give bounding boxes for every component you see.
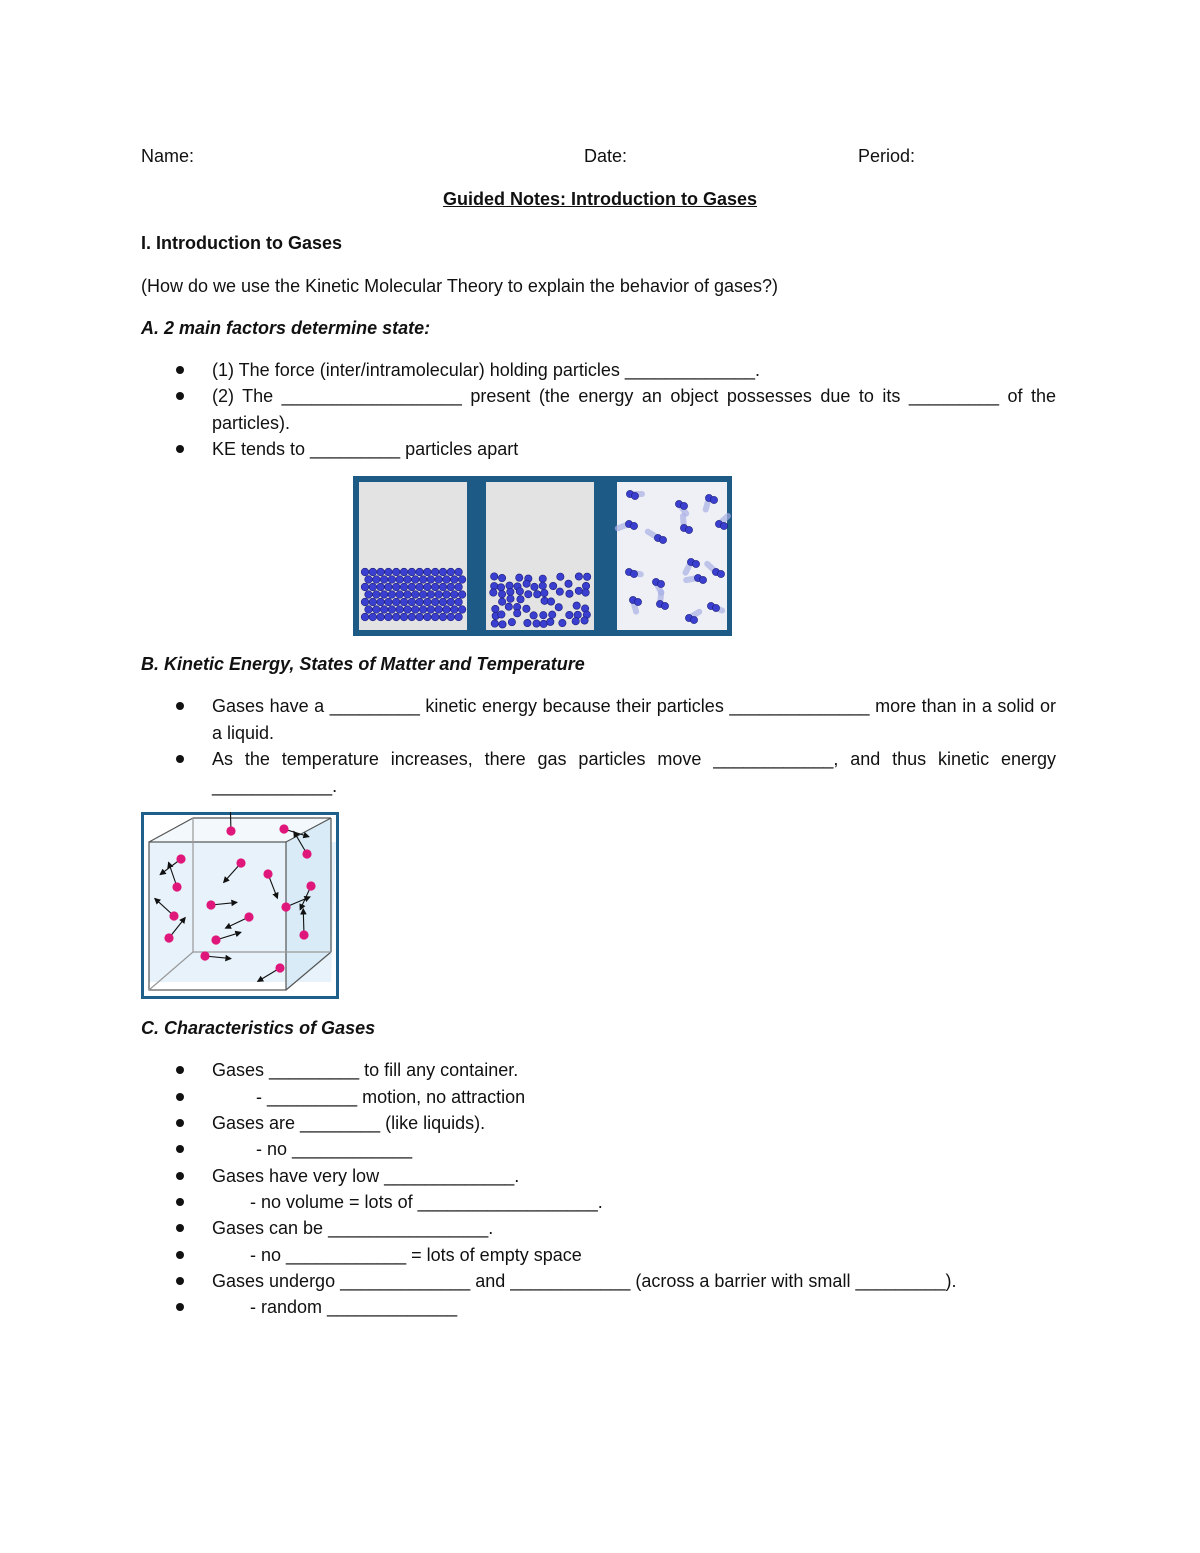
period-label: Period: <box>858 146 916 166</box>
section-c-item-3: Gases are ________ (like liquids). <box>212 1113 486 1133</box>
bullet-dot <box>176 1277 184 1285</box>
liquid-panel <box>486 482 594 630</box>
bullet-dot <box>176 1172 184 1180</box>
bullet-dot <box>176 392 184 400</box>
bullet-dot <box>176 1119 184 1127</box>
section-c-item-6: - no volume = lots of __________________. <box>250 1192 603 1212</box>
solid-panel <box>359 482 467 630</box>
section-a-bullet-1: (1) The force (inter/intramolecular) holding particles _____________. <box>212 360 760 380</box>
guiding-question: (How do we use the Kinetic Molecular Theory to explain the behavior of gases?) <box>141 276 779 296</box>
name-label: Name: <box>141 146 195 166</box>
gas-particles-box-figure <box>141 812 339 999</box>
section-c-item-8: - no ____________ = lots of empty space <box>250 1245 582 1265</box>
section-c-item-7: Gases can be ________________. <box>212 1218 494 1238</box>
bullet-dot <box>176 1303 184 1311</box>
section-c-item-1: Gases _________ to fill any container. <box>212 1060 519 1080</box>
bullet-dot <box>176 1251 184 1259</box>
bullet-dot <box>176 1093 184 1101</box>
section-c-item-9: Gases undergo _____________ and ____________ (across a barrier with small _________). <box>212 1271 957 1291</box>
section-c-item-4: - no ____________ <box>256 1139 413 1159</box>
section-a-bullet-2: (2) The __________________ present (the energy an object possesses due to its _________ of the particles). <box>212 386 1056 433</box>
section-b-heading: B. Kinetic Energy, States of Matter and Temperature <box>141 654 585 674</box>
gas-panel <box>617 482 728 630</box>
section-c-item-2: - _________ motion, no attraction <box>256 1087 526 1107</box>
bullet-dot <box>176 755 184 763</box>
section-c-item-10: - random _____________ <box>250 1297 458 1317</box>
section-a-heading: A. 2 main factors determine state: <box>141 318 431 338</box>
bullet-dot <box>176 1224 184 1232</box>
page-title: Guided Notes: Introduction to Gases <box>442 189 757 209</box>
bullet-dot <box>176 1066 184 1074</box>
bullet-dot <box>176 1198 184 1206</box>
date-label: Date: <box>584 146 628 166</box>
bullet-dot <box>176 702 184 710</box>
section-b-bullet-2: As the temperature increases, there gas particles move ____________, and thus kinetic energy ____________. <box>212 749 1056 796</box>
bullet-dot <box>176 1145 184 1153</box>
section-c-item-5: Gases have very low _____________. <box>212 1166 520 1186</box>
bullet-dot <box>176 445 184 453</box>
states-of-matter-figure <box>353 476 732 636</box>
section-b-bullet-1: Gases have a _________ kinetic energy because their particles ______________ more than in a solid or a liquid. <box>212 696 1056 743</box>
section-c-heading: C. Characteristics of Gases <box>141 1018 376 1038</box>
section-a-bullet-3: KE tends to _________ particles apart <box>212 439 519 459</box>
section-1-heading: I. Introduction to Gases <box>141 233 343 253</box>
bullet-dot <box>176 366 184 374</box>
